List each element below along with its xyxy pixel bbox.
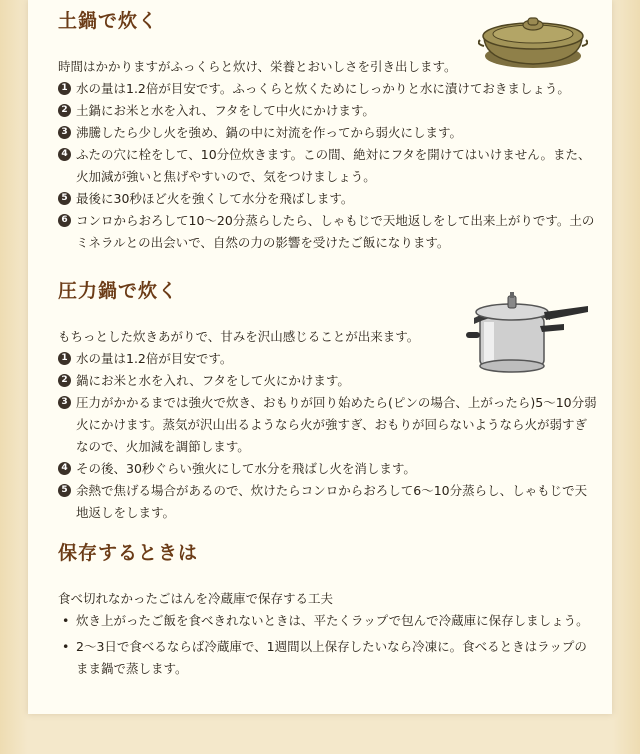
tip-text: 2〜3日で食べるならば冷蔵庫で、1週間以上保存したいなら冷凍に。食べるときはラップのまま鍋で蒸します。 — [76, 639, 587, 676]
step-text: 最後に30秒ほど火を強くして水分を飛ばします。 — [76, 191, 354, 206]
steps-list — [58, 78, 598, 254]
step-number-badge: 1 — [58, 82, 71, 95]
section-title: 圧力鍋で炊く — [58, 280, 179, 302]
list-item — [58, 78, 598, 100]
step-text: 沸騰したら少し火を強め、鍋の中に対流を作ってから弱火にします。 — [76, 125, 463, 140]
list-item — [58, 610, 598, 632]
tips-list — [58, 610, 598, 680]
list-item — [58, 210, 598, 254]
list-item — [58, 370, 598, 392]
list-item — [58, 144, 598, 188]
list-item — [58, 392, 598, 458]
step-number-badge: 2 — [58, 374, 71, 387]
step-number-badge: 5 — [58, 192, 71, 205]
section-intro: 時間はかかりますがふっくらと炊け、栄養とおいしさを引き出します。 — [58, 59, 457, 74]
step-text: 土鍋にお米と水を入れ、フタをして中火にかけます。 — [76, 103, 375, 118]
bullet-mark: • — [62, 639, 70, 654]
section-intro: 食べ切れなかったごはんを冷蔵庫で保存する工夫 — [58, 591, 334, 606]
list-item — [58, 122, 598, 144]
step-text: 鍋にお米と水を入れ、フタをして火にかけます。 — [76, 373, 350, 388]
step-text: 圧力がかかるまでは強火で炊き、おもりが回り始めたら(ピンの場合、上がったら)5〜10分弱火にかけます。蒸気が沢山出るようなら火が強すぎ、おもりが回らないようなら火が弱すぎなので、火加減を調節します。 — [76, 395, 597, 454]
section-storage — [58, 540, 598, 684]
section-title: 保存するときは — [58, 542, 199, 564]
step-number-badge: 4 — [58, 148, 71, 161]
step-text: 水の量は1.2倍が目安です。ふっくらと炊くためにしっかりと水に漬けておきましょう。 — [76, 81, 570, 96]
step-text: 余熱で焦げる場合があるので、炊けたらコンロからおろして6〜10分蒸らし、しゃもじで天地返しをします。 — [76, 483, 588, 520]
tip-text: 炊き上がったご飯を食べきれないときは、平たくラップで包んで冷蔵庫に保存しましょう。 — [76, 613, 589, 628]
section-intro: もちっとした炊きあがりで、甘みを沢山感じることが出来ます。 — [58, 329, 420, 344]
section-pressure-cooker — [58, 278, 598, 524]
step-number-badge: 2 — [58, 104, 71, 117]
step-number-badge: 6 — [58, 214, 71, 227]
list-item — [58, 188, 598, 210]
list-item — [58, 100, 598, 122]
step-number-badge: 1 — [58, 352, 71, 365]
step-text: ふたの穴に栓をして、10分位炊きます。この間、絶対にフタを開けてはいけません。また、火加減が強いと焦げやすいので、気をつけましょう。 — [76, 147, 591, 184]
list-item — [58, 480, 598, 524]
step-number-badge: 3 — [58, 396, 71, 409]
step-number-badge: 3 — [58, 126, 71, 139]
section-title: 土鍋で炊く — [58, 10, 159, 32]
step-text: コンロからおろして10〜20分蒸らしたら、しゃもじで天地返しをして出来上がりです。土のミネラルとの出会いで、自然の力の影響を受けたご飯になります。 — [76, 213, 595, 250]
list-item — [58, 636, 598, 680]
step-number-badge: 4 — [58, 462, 71, 475]
step-text: 水の量は1.2倍が目安です。 — [76, 351, 233, 366]
section-donabe — [58, 8, 598, 254]
list-item — [58, 348, 598, 370]
bullet-mark: • — [62, 613, 70, 628]
steps-list — [58, 348, 598, 524]
list-item — [58, 458, 598, 480]
step-text: その後、30秒ぐらい強火にして水分を飛ばし火を消します。 — [76, 461, 416, 476]
step-number-badge: 5 — [58, 484, 71, 497]
